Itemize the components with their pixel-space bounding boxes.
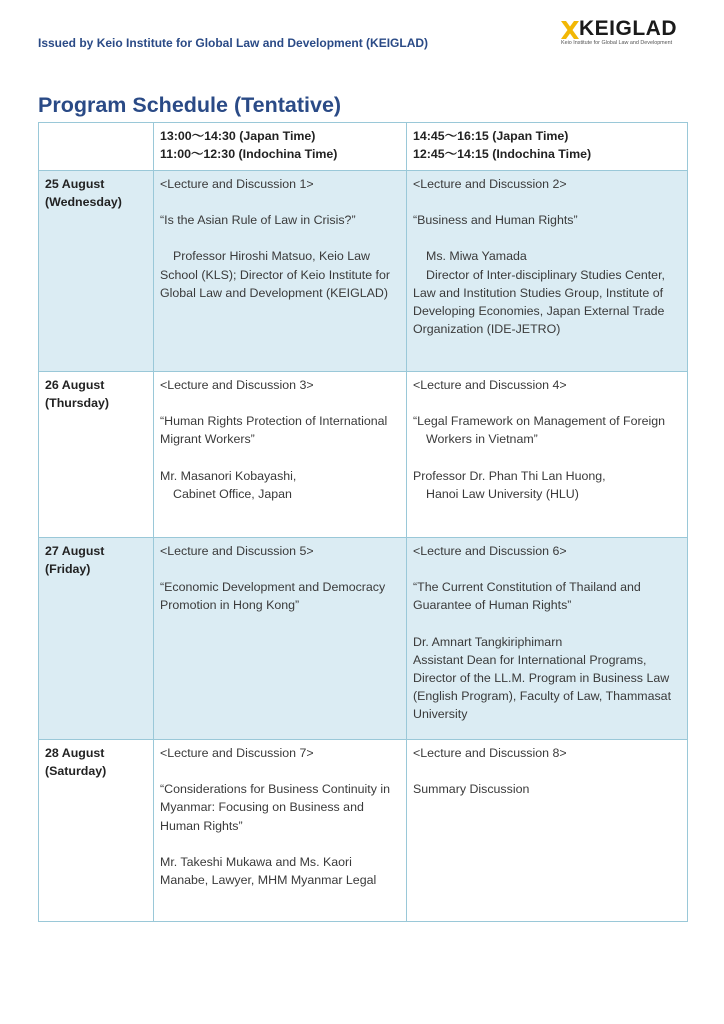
speaker-line: Cabinet Office, Japan [173,486,292,501]
date-cell [39,538,154,740]
keiglad-logo [560,19,686,47]
speaker-line: Mr. Masanori Kobayashi, [160,468,297,483]
session-cell [407,538,688,740]
weekday: (Thursday) [45,396,110,411]
session-label: <Lecture and Discussion 5> [160,544,314,558]
table-row [39,538,688,740]
session-topic: “Economic Development and Democracy Promotion in Hong Kong” [160,580,386,613]
x-mark-icon [560,19,580,41]
date: 26 August [45,378,105,392]
logo-subtitle: Keio Institute for Global Law and Development [561,40,673,46]
speaker-details: Mr. Takeshi Mukawa and Ms. Kaori Manabe, Lawyer, MHM Myanmar Legal [160,854,377,888]
speaker-details: School (KLS); Director of Keio Institute for Global Law and Development (KEIGLAD) [160,267,391,300]
date-cell [39,372,154,538]
session-cell [407,740,688,922]
page-title: Program Schedule (Tentative) [38,93,342,117]
speaker-line: Director of Inter-disciplinary Studies Center, [426,267,665,282]
time-slot-2-header [407,123,688,171]
session-label: <Lecture and Discussion 3> [160,378,314,392]
issued-by-text: Issued by Keio Institute for Global Law and Development (KEIGLAD) [38,36,429,50]
empty-corner-cell [39,123,154,171]
session-topic: “Legal Framework on Management of Foreign Workers in Vietnam” [413,414,666,447]
date-cell [39,171,154,372]
session-label: <Lecture and Discussion 4> [413,378,567,392]
indochina-time: 12:45～14:15 (Indochina Time) [413,147,592,162]
speaker-line: Dr. Amnart Tangkiriphimarn [413,634,563,649]
session-topic: “Human Rights Protection of International Migrant Workers” [160,414,388,447]
session-cell [154,740,407,922]
session-label: <Lecture and Discussion 8> [413,746,567,760]
date: 27 August [45,544,105,558]
session-label: <Lecture and Discussion 7> [160,746,314,760]
session-topic: “Is the Asian Rule of Law in Crisis?” [160,213,356,228]
table-row [39,171,688,372]
session-cell [154,538,407,740]
session-label: <Lecture and Discussion 1> [160,177,314,191]
indochina-time: 11:00～12:30 (Indochina Time) [160,147,338,162]
session-topic: “Business and Human Rights” [413,213,578,228]
session-cell [407,171,688,372]
schedule-table [38,122,688,922]
session-cell [154,372,407,538]
weekday: (Wednesday) [45,195,122,210]
session-topic: “The Current Constitution of Thailand and Guarantee of Human Rights” [413,580,641,613]
japan-time: 13:00～14:30 (Japan Time) [160,129,316,143]
speaker-line: Professor Dr. Phan Thi Lan Huong, [413,468,606,483]
speaker-line: Hanoi Law University (HLU) [426,486,579,501]
date: 28 August [45,746,105,760]
speaker-line: Professor Hiroshi Matsuo, Keio Law [173,249,370,264]
weekday: (Friday) [45,562,91,577]
weekday: (Saturday) [45,764,107,779]
date-cell [39,740,154,922]
session-label: <Lecture and Discussion 6> [413,544,567,558]
session-topic: “Considerations for Business Continuity in Myanmar: Focusing on Business and Human Rights” [160,782,391,833]
session-label: <Lecture and Discussion 2> [413,177,567,191]
session-cell [407,372,688,538]
session-topic: Summary Discussion [413,782,530,797]
table-row [39,740,688,922]
date: 25 August [45,177,105,191]
header-row [39,123,688,171]
speaker-details: Law and Institution Studies Group, Institute of Developing Economies, Japan External Trade Organization (IDE-JETRO) [413,285,665,337]
session-cell [154,171,407,372]
speaker-details: Assistant Dean for International Programs, Director of the LL.M. Program in Business Law (English Program), Faculty of Law, Thammasat University [413,652,672,722]
japan-time: 14:45～16:15 (Japan Time) [413,129,569,143]
table-row [39,372,688,538]
logo-wordmark: KEIGLAD [579,17,677,40]
speaker-line: Ms. Miwa Yamada [426,249,527,264]
time-slot-1-header [154,123,407,171]
